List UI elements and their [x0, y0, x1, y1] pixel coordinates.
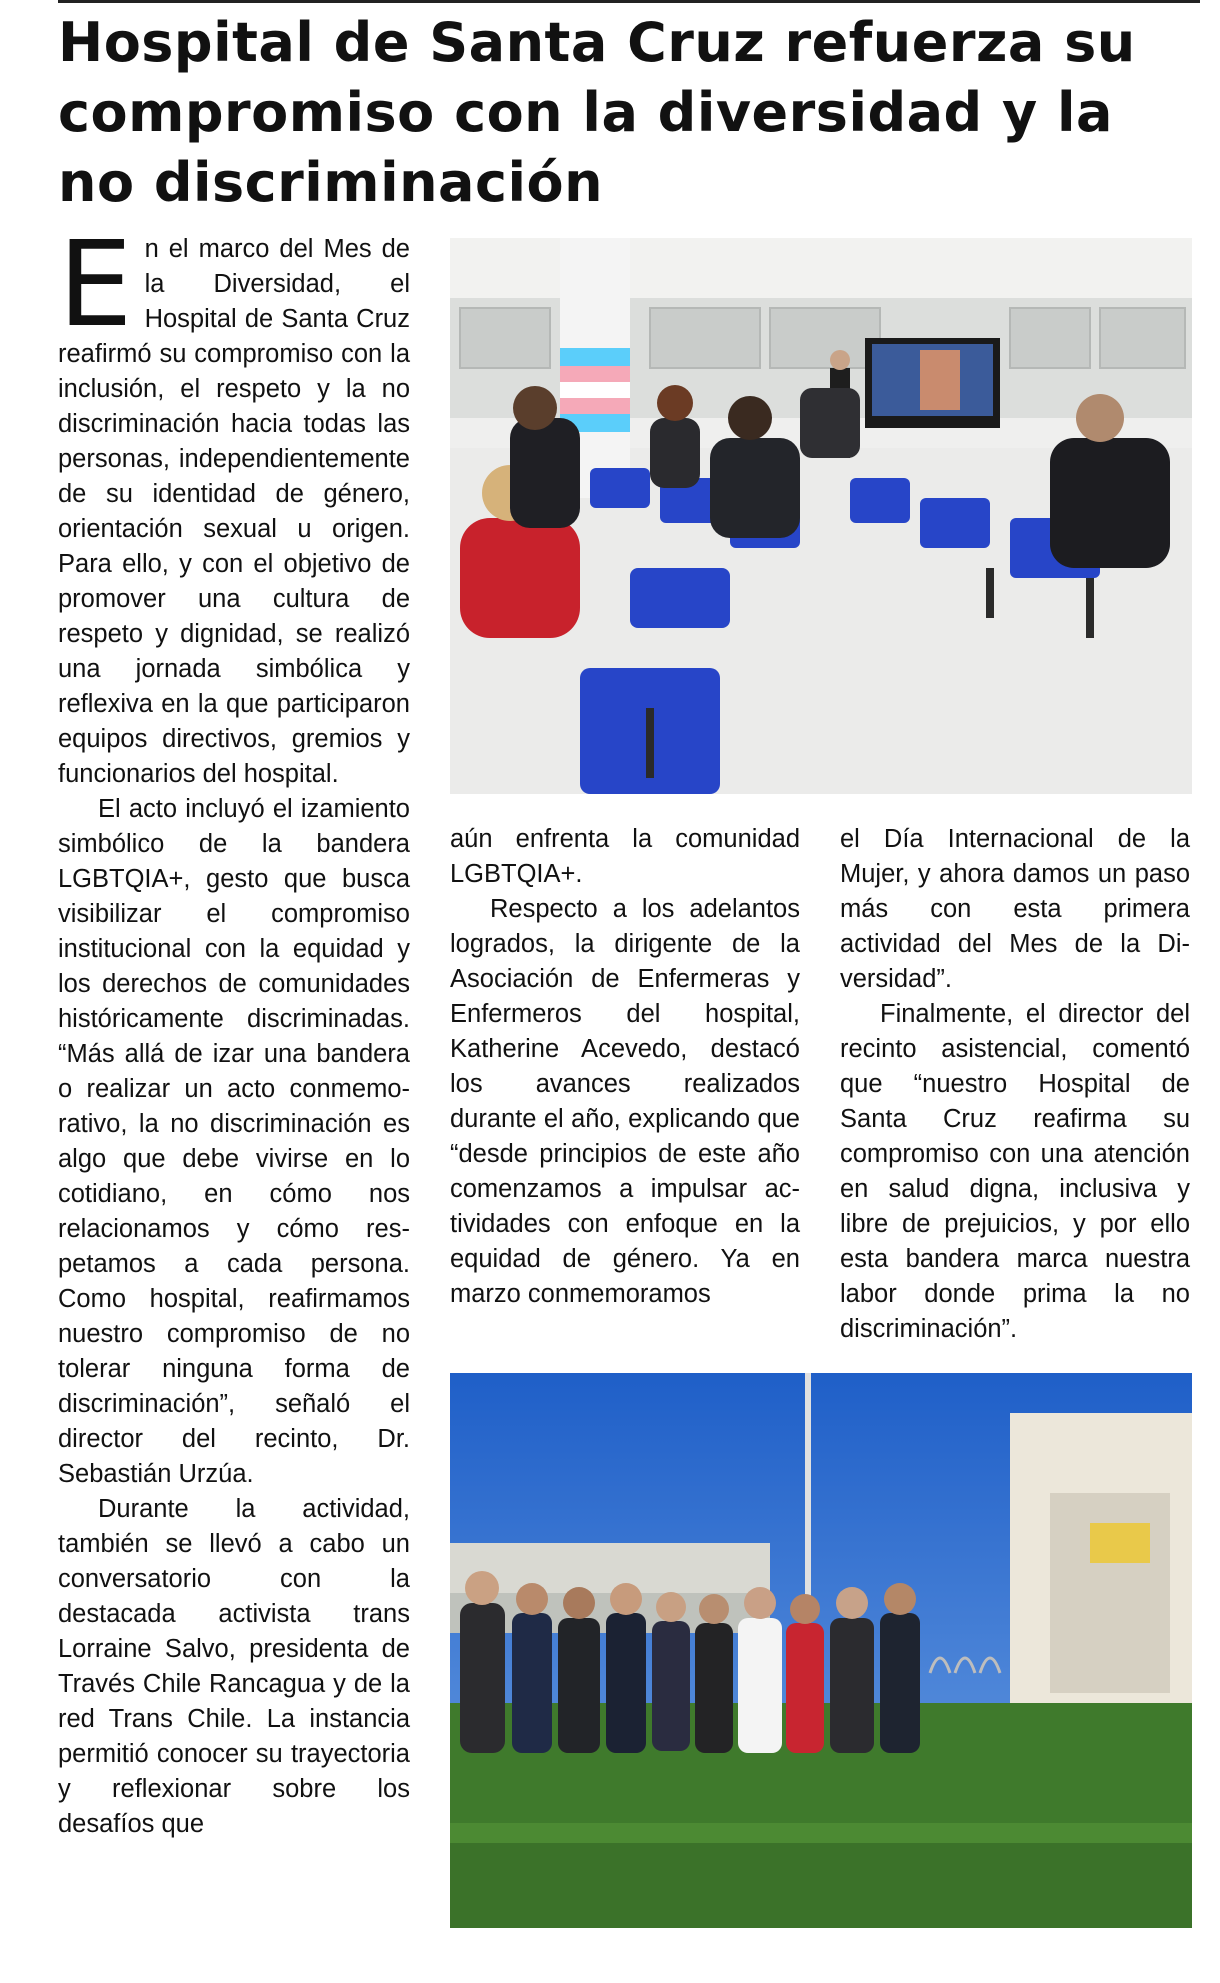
paragraph-2: El acto incluyó el izamiento simbólico de la bandera LGBTQIA+, gesto que busca visibilizar el compromiso institucional con la equidad y los derechos de comunidades históricamente discriminadas. “Más allá de izar una bandera o realizar un acto conmemorativo, la no discriminación es algo que debe vivirse en lo cotidiano, en cómo nos relacionamos y cómo respetamos a cada persona. Como hospital, reafirmamos nuestro compromiso de no tolerar ninguna forma de discriminación”, señaló el director del recinto, Dr. Sebastián Urzúa.	[58, 795, 410, 1488]
article-headline: Hospital de Santa Cruz refuerza su compromiso con la diversidad y la no discriminación	[58, 11, 1136, 214]
drop-cap: E	[58, 215, 133, 353]
paragraph-5: Respecto a los adelantos logrados, la dirigente de la Asociación de Enfermeras y Enfermeros del hospital, Katherine Acevedo, destacó los avances realizados durante el año, explicando que “desde principios de este año comenzamos a impulsar actividades con enfoque en la equidad de género. Ya en marzo conmemoramos	[450, 895, 800, 1308]
paragraph-1-text: n el marco del Mes de la Diversidad, el Hospital de Santa Cruz reafirmó su compromiso con la inclusión, el respeto y la no discriminación hacia todas las personas, independientemente de su identidad de género, orientación sexual u origen. Para ello, y con el objetivo de promover una cultura de respeto y dignidad, se realizó una jornada simbólica y reflexiva en la que participaron equipos directivos, gremios y funcionarios del hospital.	[58, 235, 410, 788]
article-column-2	[450, 822, 800, 1312]
paragraph-7: Finalmente, el director del recinto asistencial, comentó que “nuestro Hospital de Santa Cruz reafirma su compromiso con una atención en salud digna, inclusiva y libre de prejuicios, y por ello esta bandera marca nuestra labor donde prima la no discriminación”.	[840, 1000, 1190, 1343]
article-column-1	[58, 215, 410, 1842]
photo-conversatorio	[450, 238, 1192, 794]
paragraph-1	[58, 215, 410, 792]
paragraph-3: Durante la actividad, también se llevó a cabo un conversatorio con la destacada activista trans Lorraine Salvo, presidenta de Través Chile Rancagua y de la red Trans Chile. La instancia permitió conocer su trayectoria y reflexionar sobre los desafíos que	[58, 1495, 410, 1838]
paragraph-6: el Día Internacional de la Mujer, y ahora damos un paso más con esta primera actividad del Mes de la Diversidad”.	[840, 825, 1190, 993]
top-rule	[58, 0, 1200, 3]
photo-group-flagpole	[450, 1373, 1192, 1928]
paragraph-4: aún enfrenta la comunidad LGBTQIA+.	[450, 825, 800, 888]
article-column-3	[840, 822, 1190, 1347]
